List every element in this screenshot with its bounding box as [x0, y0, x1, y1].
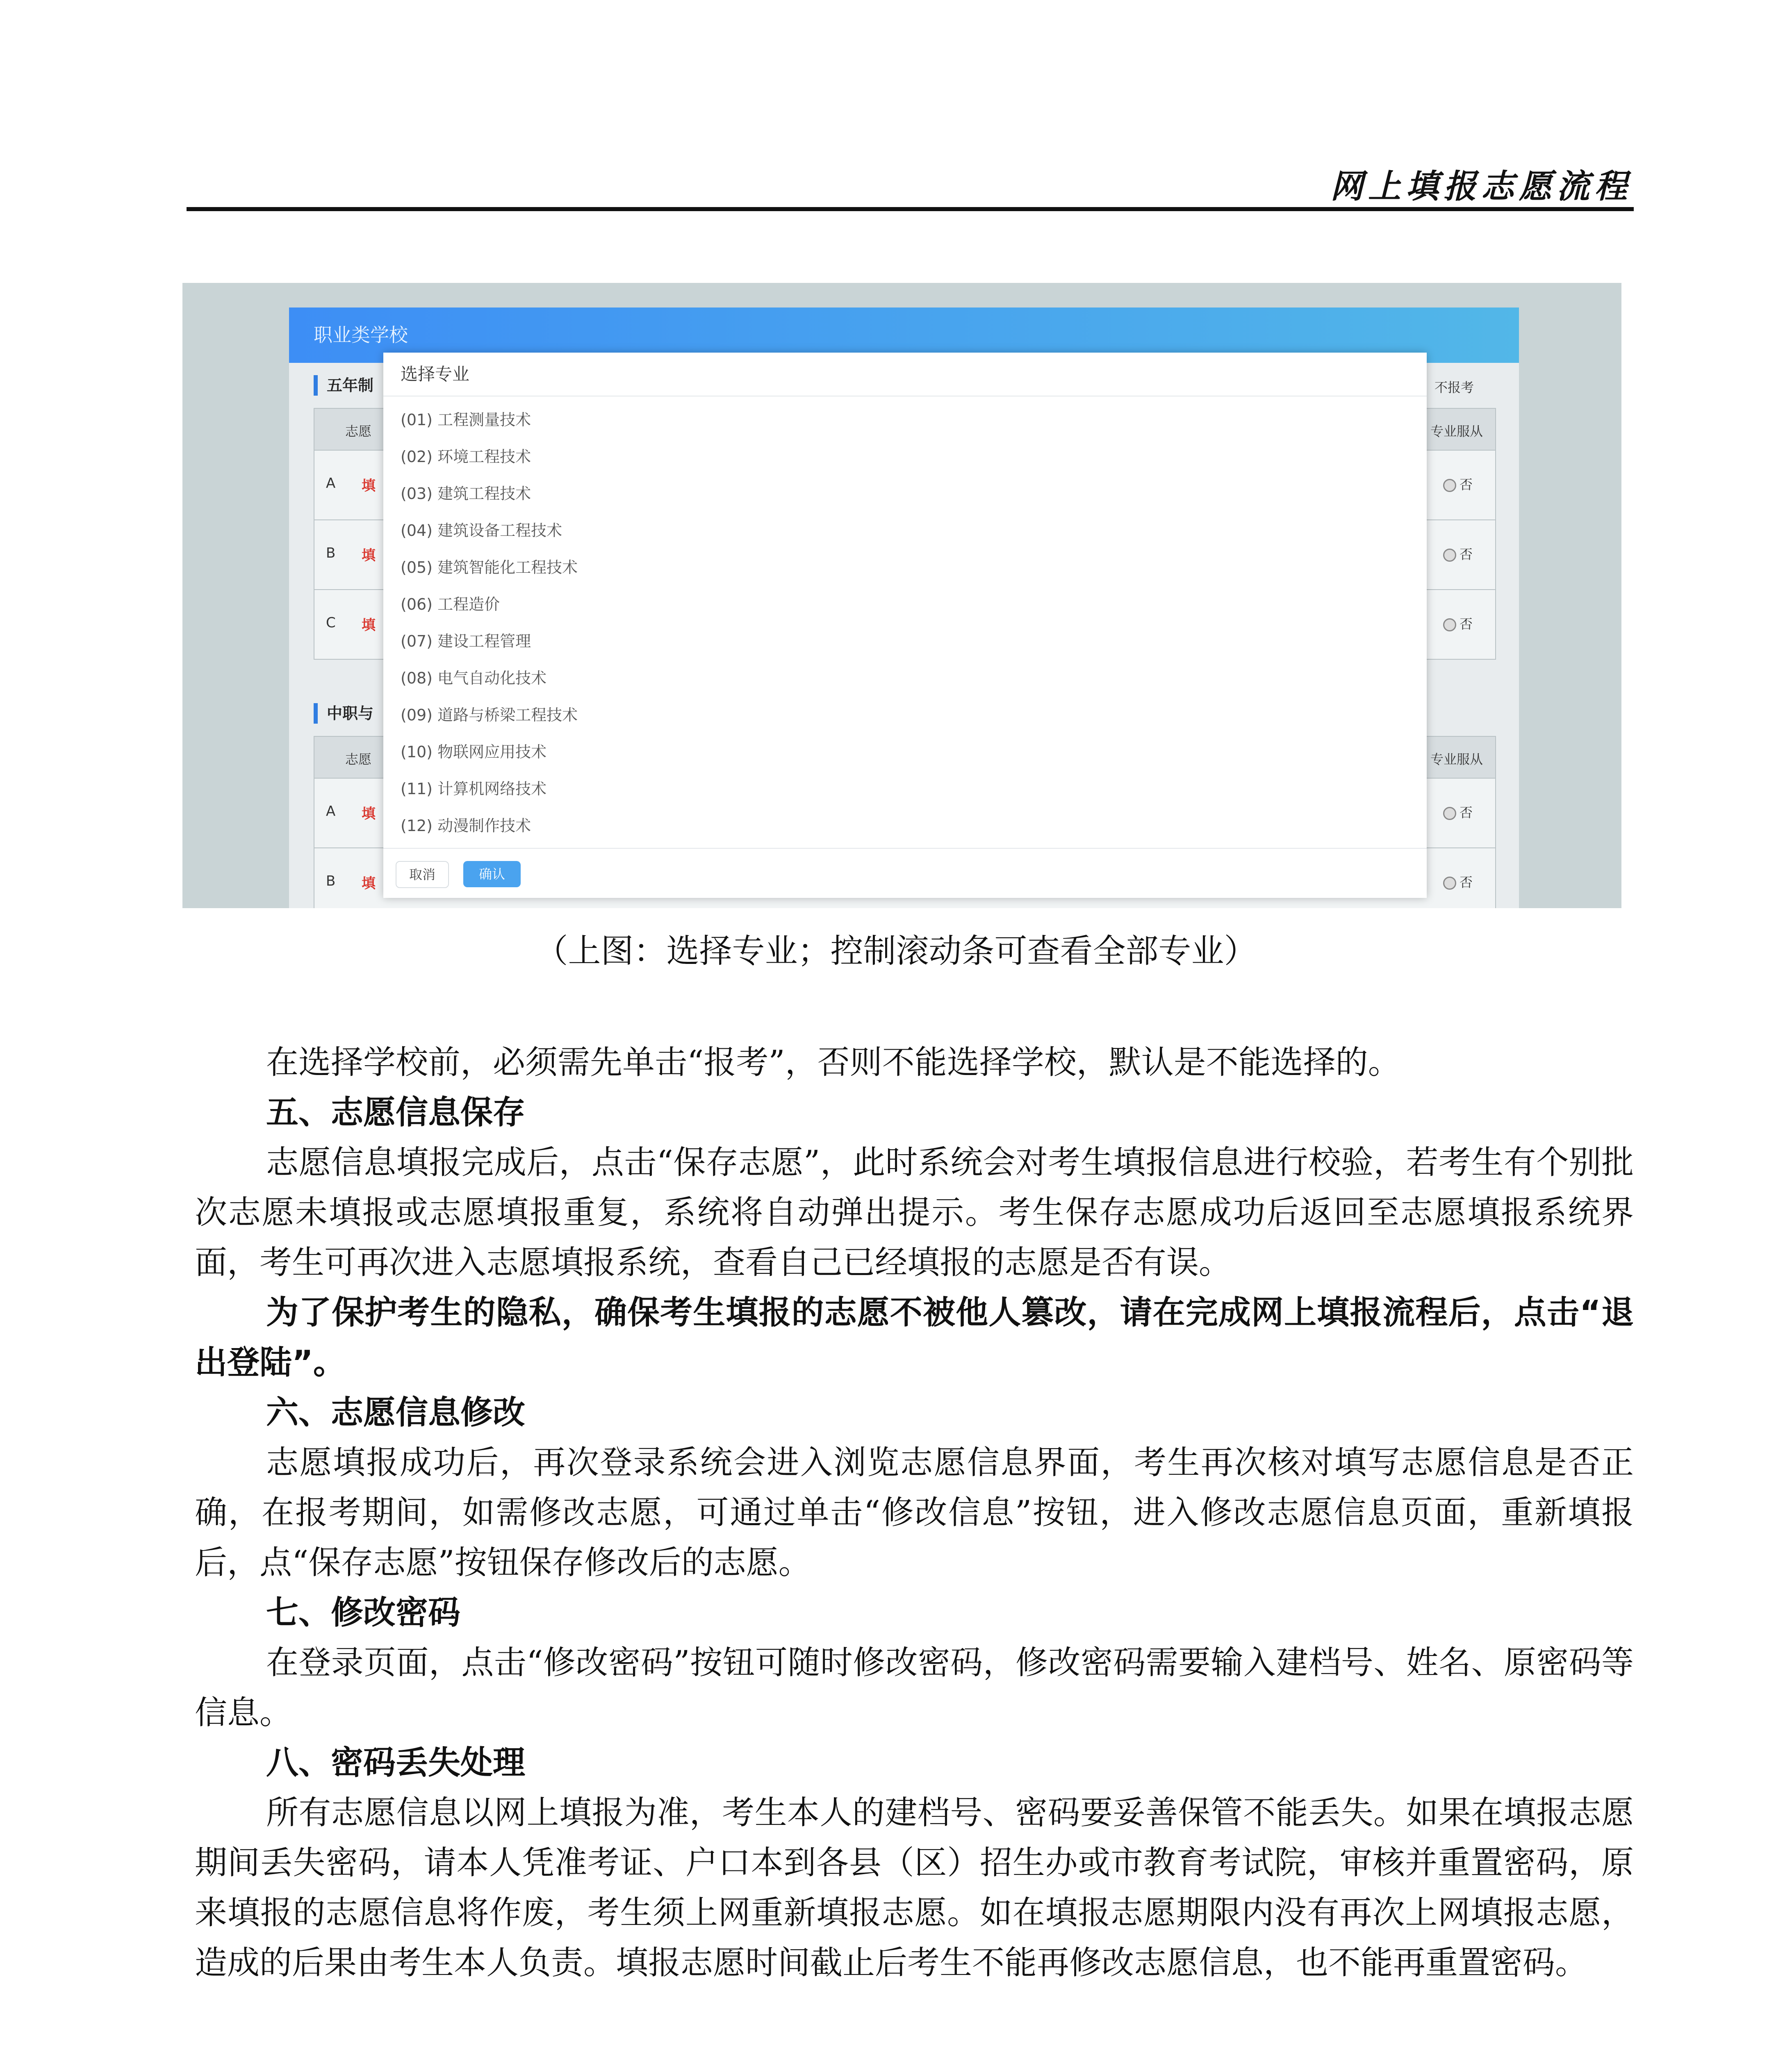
running-header: 网上填报志愿流程	[1330, 167, 1632, 205]
major-option-list[interactable]	[383, 396, 1427, 844]
radio-icon	[1443, 618, 1456, 631]
paragraph: 志愿信息填报完成后，点击“保存志愿”，此时系统会对考生填报信息进行校验，若考生有个别批次志愿未填报或志愿填报重复，系统将自动弹出提示。考生保存志愿成功后返回至志愿填报系统界面，考生可再次进入志愿填报系统，查看自己已经填报的志愿是否有误。	[195, 1143, 1634, 1281]
row-letter: B	[326, 873, 336, 889]
paragraph: 在选择学校前，必须需先单击“报考”，否则不能选择学校，默认是不能选择的。	[266, 1043, 1400, 1081]
major-option[interactable]: (03) 建筑工程技术	[401, 485, 531, 503]
embedded-screenshot	[182, 283, 1621, 908]
section-heading: 五、志愿信息保存	[266, 1093, 525, 1131]
radio-icon	[1443, 807, 1456, 820]
major-option[interactable]: (05) 建筑智能化工程技术	[401, 558, 578, 576]
fill-link[interactable]: 填	[362, 547, 376, 564]
section-five-year-label: 五年制	[314, 375, 373, 396]
section-secondary-label: 中职与	[314, 703, 373, 724]
confirm-button[interactable]: 确认	[463, 861, 521, 887]
row-letter: B	[326, 545, 336, 561]
obey-no-radio[interactable]	[1443, 802, 1473, 821]
col-volunteer: 志愿	[345, 424, 372, 439]
select-major-modal	[383, 353, 1427, 898]
radio-icon	[1443, 479, 1456, 492]
modal-title: 选择专业	[383, 353, 1427, 396]
row-letter: A	[326, 475, 336, 492]
panel-title: 职业类学校	[289, 308, 1519, 363]
fill-link[interactable]: 填	[362, 617, 376, 633]
section-heading: 六、志愿信息修改	[266, 1394, 525, 1431]
major-option[interactable]: (09) 道路与桥梁工程技术	[401, 706, 578, 724]
obey-no-radio[interactable]	[1443, 872, 1473, 891]
radio-icon	[1443, 877, 1456, 890]
obey-no-radio[interactable]	[1443, 614, 1473, 633]
obey-no-radio[interactable]	[1443, 544, 1473, 563]
not-apply-toggle[interactable]: 不报考	[1434, 380, 1474, 395]
fill-link[interactable]: 填	[362, 478, 376, 494]
col-major-obey: 专业服从	[1430, 424, 1483, 439]
major-option[interactable]: (07) 建设工程管理	[401, 632, 531, 650]
header-rule	[187, 207, 1634, 211]
major-option[interactable]: (12) 动漫制作技术	[401, 817, 531, 835]
figure-caption: （上图：选择专业；控制滚动条可查看全部专业）	[535, 932, 1257, 970]
major-option[interactable]: (08) 电气自动化技术	[401, 669, 547, 687]
paragraph: 所有志愿信息以网上填报为准，考生本人的建档号、密码要妥善保管不能丢失。如果在填报志愿期间丢失密码，请本人凭准考证、户口本到各县（区）招生办或市教育考试院，审核并重置密码，原来填报的志愿信息将作废，考生须上网重新填报志愿。如在填报志愿期限内没有再次上网填报志愿，造成的后果由考生本人负责。填报志愿时间截止后考生不能再修改志愿信息，也不能再重置密码。	[195, 1794, 1634, 1982]
fill-link[interactable]: 填	[362, 875, 376, 892]
major-option[interactable]: (02) 环境工程技术	[401, 448, 531, 466]
major-option[interactable]: (11) 计算机网络技术	[401, 780, 547, 798]
major-option[interactable]: (04) 建筑设备工程技术	[401, 522, 562, 540]
radio-label: 否	[1459, 477, 1473, 492]
major-option[interactable]: (01) 工程测量技术	[401, 411, 531, 429]
row-letter: A	[326, 803, 336, 820]
bold-notice: 为了保护考生的隐私，确保考生填报的志愿不被他人篡改，请在完成网上填报流程后，点击“退出登陆”。	[195, 1294, 1634, 1381]
obey-no-radio[interactable]	[1443, 474, 1473, 493]
modal-footer	[383, 848, 1427, 899]
radio-icon	[1443, 549, 1456, 562]
cancel-button[interactable]: 取消	[396, 861, 449, 888]
section-heading: 八、密码丢失处理	[266, 1744, 525, 1781]
paragraph: 在登录页面，点击“修改密码”按钮可随时修改密码，修改密码需要输入建档号、姓名、原密码等信息。	[195, 1644, 1634, 1731]
col-major-obey: 专业服从	[1430, 752, 1483, 767]
paragraph: 志愿填报成功后，再次登录系统会进入浏览志愿信息界面，考生再次核对填写志愿信息是否正确，在报考期间，如需修改志愿，可通过单击“修改信息”按钮，进入修改志愿信息页面，重新填报后，点“保存志愿”按钮保存修改后的志愿。	[195, 1444, 1634, 1581]
major-option[interactable]: (10) 物联网应用技术	[401, 743, 547, 761]
radio-label: 否	[1459, 875, 1473, 890]
section-heading: 七、修改密码	[266, 1594, 460, 1631]
radio-label: 否	[1459, 805, 1473, 820]
col-volunteer: 志愿	[345, 752, 372, 767]
major-option[interactable]: (06) 工程造价	[401, 595, 500, 613]
row-letter: C	[326, 615, 336, 631]
radio-label: 否	[1459, 547, 1473, 562]
fill-link[interactable]: 填	[362, 806, 376, 822]
body-text	[195, 1037, 1634, 1988]
radio-label: 否	[1459, 616, 1473, 632]
